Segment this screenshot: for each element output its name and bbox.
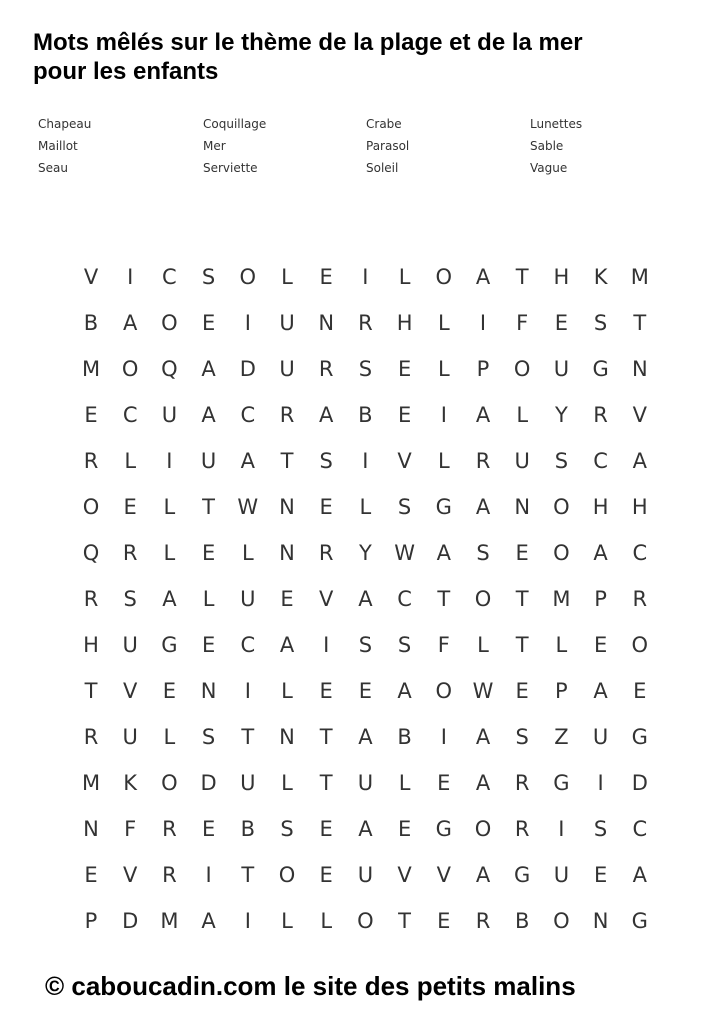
grid-cell[interactable]: O [82,495,100,519]
grid-cell[interactable]: S [593,311,608,335]
grid-cell[interactable]: E [633,679,647,703]
grid-cell[interactable]: G [435,495,452,519]
grid-cell[interactable]: N [631,357,648,381]
grid-cell[interactable]: P [84,909,98,933]
grid-cell[interactable]: O [357,909,374,933]
grid-cell[interactable]: Z [554,725,569,749]
grid-cell[interactable]: V [83,265,99,289]
grid-cell[interactable]: F [437,633,450,657]
grid-cell[interactable]: I [323,633,330,657]
grid-cell[interactable]: M [160,909,179,933]
grid-cell[interactable]: S [123,587,137,611]
grid-cell[interactable]: S [554,449,569,473]
grid-cell[interactable]: I [479,311,487,335]
grid-cell[interactable]: V [397,863,412,887]
grid-cell[interactable]: U [122,725,138,749]
grid-cell[interactable]: V [319,587,334,611]
grid-cell[interactable]: A [475,403,491,427]
grid-cell[interactable]: G [631,909,648,933]
grid-cell[interactable]: T [202,495,215,519]
grid-cell[interactable]: C [162,265,177,289]
grid-cell[interactable]: H [396,311,413,335]
grid-cell[interactable]: H [83,633,99,657]
grid-cell[interactable]: A [475,265,491,289]
grid-cell[interactable]: T [280,449,294,473]
grid-cell[interactable]: L [281,265,293,289]
grid-cell[interactable]: R [122,541,138,565]
grid-cell[interactable]: L [163,495,176,519]
grid-cell[interactable]: L [477,633,489,657]
title-line-2: pour les enfants [33,58,219,85]
grid-cell[interactable]: B [397,725,412,749]
grid-cell[interactable]: U [122,633,138,657]
grid-cell[interactable]: C [632,541,648,565]
grid-cell[interactable]: M [630,265,649,289]
grid-cell[interactable]: L [163,541,176,565]
grid-cell[interactable]: A [358,587,373,611]
grid-row [71,488,651,534]
grid-cell[interactable]: N [200,679,217,703]
grid-row [71,350,651,396]
grid-cell[interactable]: L [124,449,137,473]
grid-cell[interactable]: U [279,357,295,381]
grid-cell[interactable]: U [200,449,217,473]
grid-cell[interactable]: N [592,909,609,933]
grid-cell[interactable]: A [475,771,491,795]
grid-cell[interactable]: A [201,357,216,381]
grid-cell[interactable]: I [362,449,369,473]
grid-cell[interactable]: W [472,679,494,703]
grid-cell[interactable]: U [240,771,256,795]
grid-cell[interactable]: A [358,725,373,749]
grid-cell[interactable]: L [281,679,293,703]
grid-cell[interactable]: A [475,495,491,519]
grid-cell[interactable]: G [161,633,178,657]
grid-cell[interactable]: G [631,725,648,749]
grid-cell[interactable]: L [202,587,215,611]
grid-cell[interactable]: E [515,679,529,703]
grid-cell[interactable]: D [239,357,256,381]
grid-cell[interactable]: L [359,495,372,519]
grid-cell[interactable]: H [592,495,609,519]
grid-cell[interactable]: A [397,679,412,703]
grid-cell[interactable]: U [553,357,570,381]
grid-cell[interactable]: V [397,449,412,473]
grid-cell[interactable]: Q [161,357,178,381]
grid-cell[interactable]: E [201,633,216,657]
grid-cell[interactable]: U [240,587,256,611]
grid-cell[interactable]: P [594,587,607,611]
grid-cell[interactable]: N [279,495,295,519]
grid-cell[interactable]: O [553,541,570,565]
grid-cell[interactable]: E [358,679,373,703]
word-item: Parasol [366,139,410,153]
grid-cell[interactable]: E [397,357,412,381]
grid-row [71,764,651,810]
grid-cell[interactable]: L [516,403,529,427]
grid-cell[interactable]: D [631,771,648,795]
letter-grid [71,258,651,948]
word-list [38,117,638,187]
grid-cell[interactable]: U [279,311,295,335]
grid-cell[interactable]: R [279,403,295,427]
grid-cell[interactable]: P [476,357,490,381]
grid-cell[interactable]: O [435,265,453,289]
word-item: Vague [530,161,568,175]
grid-row [71,580,651,626]
grid-cell[interactable]: E [437,771,451,795]
grid-cell[interactable]: E [397,403,412,427]
grid-cell[interactable]: L [398,265,411,289]
grid-cell[interactable]: R [358,311,373,335]
grid-cell[interactable]: S [358,633,373,657]
grid-cell[interactable]: G [592,357,609,381]
grid-cell[interactable]: F [516,311,529,335]
grid-cell[interactable]: O [239,265,257,289]
grid-cell[interactable]: E [201,311,216,335]
grid-cell[interactable]: E [280,587,294,611]
grid-row [71,534,651,580]
grid-row [71,396,651,442]
grid-cell[interactable]: G [514,863,531,887]
grid-cell[interactable]: K [123,771,138,795]
grid-cell[interactable]: M [81,357,101,381]
grid-cell[interactable]: C [240,633,256,657]
grid-cell[interactable]: L [281,771,293,795]
grid-cell[interactable]: A [201,909,216,933]
grid-cell[interactable]: I [166,449,173,473]
grid-cell[interactable]: T [515,587,529,611]
grid-cell[interactable]: O [474,587,492,611]
grid-cell[interactable]: L [281,909,293,933]
grid-cell[interactable]: Q [82,541,100,565]
grid-cell[interactable]: C [593,449,608,473]
grid-cell[interactable]: A [162,587,177,611]
word-item: Seau [38,161,68,175]
grid-cell[interactable]: A [279,633,295,657]
grid-cell[interactable]: T [515,265,529,289]
grid-cell[interactable]: E [593,633,608,657]
grid-cell[interactable]: T [437,587,451,611]
grid-cell[interactable]: L [437,449,450,473]
grid-cell[interactable]: A [436,541,451,565]
grid-cell[interactable]: E [593,863,608,887]
grid-cell[interactable]: I [597,771,604,795]
page-title [33,28,713,86]
grid-cell[interactable]: R [632,587,648,611]
grid-cell[interactable]: L [163,725,176,749]
grid-cell[interactable]: O [121,357,139,381]
grid-cell[interactable]: L [555,633,568,657]
grid-cell[interactable]: E [397,817,412,841]
grid-cell[interactable]: R [475,449,491,473]
grid-cell[interactable]: T [319,771,333,795]
grid-cell[interactable]: A [475,725,491,749]
grid-cell[interactable]: S [476,541,490,565]
grid-cell[interactable]: E [437,909,451,933]
grid-cell[interactable]: G [435,817,452,841]
grid-cell[interactable]: G [553,771,570,795]
grid-cell[interactable]: Y [358,541,372,565]
word-item: Lunettes [530,117,583,131]
grid-cell[interactable]: E [162,679,177,703]
grid-cell[interactable]: L [437,357,450,381]
grid-row [71,258,651,304]
grid-cell[interactable]: L [320,909,333,933]
grid-cell[interactable]: R [162,863,177,887]
grid-cell[interactable]: O [474,817,492,841]
grid-cell[interactable]: I [440,403,447,427]
grid-cell[interactable]: B [240,817,255,841]
grid-cell[interactable]: S [280,817,294,841]
grid-cell[interactable]: W [394,541,415,565]
grid-cell[interactable]: T [84,679,98,703]
grid-cell[interactable]: B [358,403,373,427]
grid-cell[interactable]: V [632,403,647,427]
grid-cell[interactable]: U [357,863,374,887]
grid-cell[interactable]: S [397,495,412,519]
grid-row [71,810,651,856]
grid-cell[interactable]: E [123,495,137,519]
grid-cell[interactable]: I [244,679,251,703]
grid-cell[interactable]: O [161,771,178,795]
word-item: Mer [203,139,226,153]
grid-cell[interactable]: C [397,587,412,611]
grid-cell[interactable]: R [514,817,530,841]
word-item: Chapeau [38,117,92,131]
grid-cell[interactable]: N [279,541,295,565]
word-item: Maillot [38,139,78,153]
grid-row [71,672,651,718]
grid-cell[interactable]: U [592,725,609,749]
grid-cell[interactable]: R [83,449,99,473]
grid-cell[interactable]: O [553,909,570,933]
grid-cell[interactable]: F [124,817,137,841]
grid-cell[interactable]: M [81,771,101,795]
grid-cell[interactable]: R [475,909,491,933]
grid-cell[interactable]: A [240,449,255,473]
grid-cell[interactable]: E [319,863,333,887]
grid-cell[interactable]: H [631,495,648,519]
grid-cell[interactable]: T [398,909,411,933]
grid-row [71,626,651,672]
title-line-1: Mots mêlés sur le thème de la plage et de la mer [33,29,583,56]
grid-cell[interactable]: S [397,633,412,657]
grid-cell[interactable]: A [593,679,608,703]
grid-cell[interactable]: B [83,311,99,335]
grid-cell[interactable]: T [515,633,529,657]
grid-cell[interactable]: R [83,587,99,611]
grid-cell[interactable]: A [319,403,334,427]
grid-cell[interactable]: U [553,863,570,887]
grid-row [71,304,651,350]
grid-cell[interactable]: T [241,863,255,887]
grid-cell[interactable]: A [632,449,647,473]
grid-cell[interactable]: C [240,403,256,427]
grid-cell[interactable]: O [513,357,531,381]
grid-cell[interactable]: R [83,725,99,749]
grid-cell[interactable]: I [440,725,447,749]
grid-cell[interactable]: C [632,817,648,841]
grid-cell[interactable]: L [398,771,411,795]
grid-cell[interactable]: E [201,541,216,565]
grid-cell[interactable]: E [201,817,216,841]
footer-credit: © caboucadin.com le site des petits malins [45,971,576,1001]
grid-cell[interactable]: R [318,541,334,565]
grid-cell[interactable]: P [555,679,568,703]
grid-cell[interactable]: T [241,725,255,749]
grid-cell[interactable]: K [593,265,608,289]
grid-cell[interactable]: M [552,587,571,611]
grid-cell[interactable]: E [515,541,529,565]
grid-cell[interactable]: D [122,909,139,933]
grid-cell[interactable]: S [515,725,529,749]
grid-cell[interactable]: S [201,265,216,289]
grid-cell[interactable]: R [162,817,177,841]
grid-cell[interactable]: E [84,403,98,427]
grid-row [71,718,651,764]
grid-cell[interactable]: O [553,495,570,519]
grid-cell[interactable]: N [318,311,335,335]
grid-cell[interactable]: Y [554,403,568,427]
grid-cell[interactable]: U [161,403,178,427]
grid-cell[interactable]: O [631,633,649,657]
grid-cell[interactable]: B [514,909,530,933]
grid-cell[interactable]: N [83,817,99,841]
grid-cell[interactable]: A [201,403,216,427]
grid-cell[interactable]: V [123,863,138,887]
grid-cell[interactable]: I [558,817,565,841]
grid-cell[interactable]: A [475,863,491,887]
grid-cell[interactable]: O [278,863,296,887]
grid-cell[interactable]: L [241,541,254,565]
word-item: Soleil [366,161,399,175]
grid-cell[interactable]: S [201,725,216,749]
grid-cell[interactable]: V [123,679,138,703]
grid-cell[interactable]: T [633,311,647,335]
grid-row [71,902,651,948]
grid-cell[interactable]: R [593,403,608,427]
grid-cell[interactable]: A [593,541,608,565]
grid-cell[interactable]: A [123,311,138,335]
grid-cell[interactable]: W [237,495,259,519]
grid-cell[interactable]: H [553,265,570,289]
grid-cell[interactable]: I [362,265,369,289]
grid-cell[interactable]: E [319,265,333,289]
grid-cell[interactable]: R [318,357,334,381]
grid-cell[interactable]: I [127,265,134,289]
grid-cell[interactable]: L [437,311,450,335]
grid-cell[interactable]: S [593,817,608,841]
grid-cell[interactable]: S [358,357,373,381]
grid-cell[interactable]: E [554,311,569,335]
grid-cell[interactable]: E [319,495,333,519]
word-item: Serviette [203,161,258,175]
word-item: Crabe [366,117,402,131]
grid-row [71,442,651,488]
grid-cell[interactable]: D [200,771,217,795]
word-item: Coquillage [203,117,267,131]
grid-cell[interactable]: I [244,909,251,933]
grid-cell[interactable]: E [319,817,333,841]
grid-cell[interactable]: C [122,403,138,427]
grid-cell[interactable]: N [279,725,295,749]
grid-cell[interactable]: I [205,863,212,887]
grid-cell[interactable]: N [514,495,531,519]
grid-cell[interactable]: O [161,311,178,335]
word-item: Sable [530,139,564,153]
grid-cell[interactable]: S [319,449,333,473]
grid-row [71,856,651,902]
grid-cell[interactable]: V [436,863,451,887]
grid-cell[interactable]: A [632,863,647,887]
grid-cell[interactable]: R [514,771,530,795]
grid-cell[interactable]: U [357,771,374,795]
grid-cell[interactable]: U [514,449,530,473]
grid-cell[interactable]: O [435,679,453,703]
grid-cell[interactable]: E [319,679,333,703]
grid-cell[interactable]: I [244,311,251,335]
grid-cell[interactable]: A [358,817,373,841]
grid-cell[interactable]: T [319,725,333,749]
grid-cell[interactable]: E [84,863,98,887]
